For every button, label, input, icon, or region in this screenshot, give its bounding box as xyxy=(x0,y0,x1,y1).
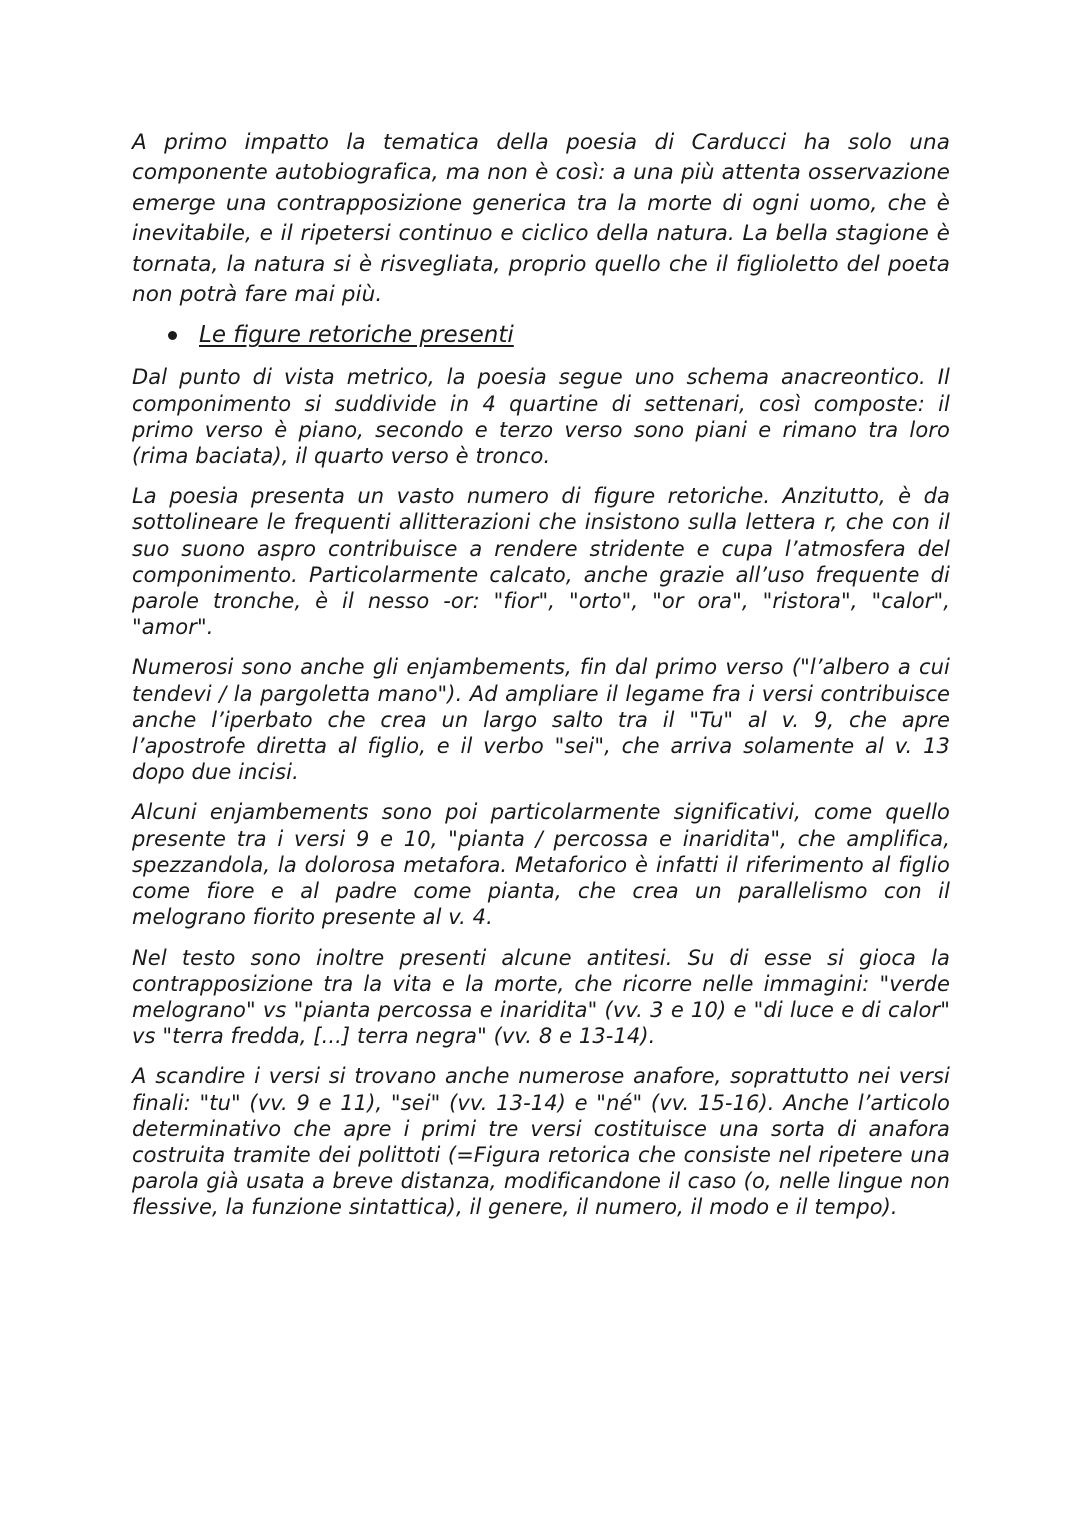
intro-paragraph: A primo impatto la tematica della poesia di Carducci ha solo una componente autobiografica, ma non è così: a una più attenta osservazione emerge una contrapposizione generica tra la morte di ogni uomo, che è inevitabile, e il ripetersi continuo e ciclico della natura. La bella stagione è tornata, la natura si è risvegliata, proprio quello che il figlioletto del poeta non potrà fare mai più. xyxy=(132,130,950,308)
anaphora-paragraph: A scandire i versi si trovano anche numerose anafore, soprattutto nei versi finali: "tu" (vv. 9 e 11), "sei" (vv. 13-14) e "né" (vv. 15-16). Anche l’articolo determinativo che apre i primi tre versi costituisce una sorta di anafora costruita tramite dei polittoti (=Figura retorica che consiste nel ripetere una parola già usata a breve distanza, modificandone il caso (o, nelle lingue non flessive, la funzione sintattica), il genere, il numero, il modo e il tempo). xyxy=(132,1064,950,1220)
metrics-paragraph: Dal punto di vista metrico, la poesia segue uno schema anacreontico. Il componimento si suddivide in 4 quartine di settenari, così composte: il primo verso è piano, secondo e terzo verso sono piani e rimano tra loro (rima baciata), il quarto verso è tronco. xyxy=(132,365,950,469)
enjambement-paragraph: Numerosi sono anche gli enjambements, fin dal primo verso ("l’albero a cui tendevi / la pargoletta mano"). Ad ampliare il legame fra i versi contribuisce anche l’iperbato che crea un largo salto tra il "Tu" al v. 9, che apre l’apostrofe diretta al figlio, e il verbo "sei", che arriva solamente al v. 13 dopo due incisi. xyxy=(132,655,950,785)
metaphor-paragraph: Alcuni enjambements sono poi particolarmente significativi, come quello presente tra i versi 9 e 10, "pianta / percossa e inaridita", che amplifica, spezzandola, la dolorosa metafora. Metaforico è infatti il riferimento al figlio come fiore e al padre come pianta, che crea un parallelismo con il melograno fiorito presente al v. 4. xyxy=(132,800,950,930)
document-page xyxy=(132,128,950,1221)
section-heading: Le figure retoriche presenti xyxy=(199,322,514,349)
section-heading-item xyxy=(132,320,950,350)
bullet-icon xyxy=(168,331,177,340)
alliteration-paragraph: La poesia presenta un vasto numero di figure retoriche. Anzitutto, è da sottolineare le frequenti allitterazioni che insistono sulla lettera r, che con il suo suono aspro contribuisce a rendere stridente e cupa l’atmosfera del componimento. Particolarmente calcato, anche grazie all’uso frequente di parole tronche, è il nesso -or: "fior", "orto", "or ora", "ristora", "calor", "amor". xyxy=(132,484,950,640)
antithesis-paragraph: Nel testo sono inoltre presenti alcune antitesi. Su di esse si gioca la contrapposizione tra la vita e la morte, che ricorre nelle immagini: "verde melograno" vs "pianta percossa e inaridita" (vv. 3 e 10) e "di luce e di calor" vs "terra fredda, [...] terra negra" (vv. 8 e 13-14). xyxy=(132,945,950,1049)
